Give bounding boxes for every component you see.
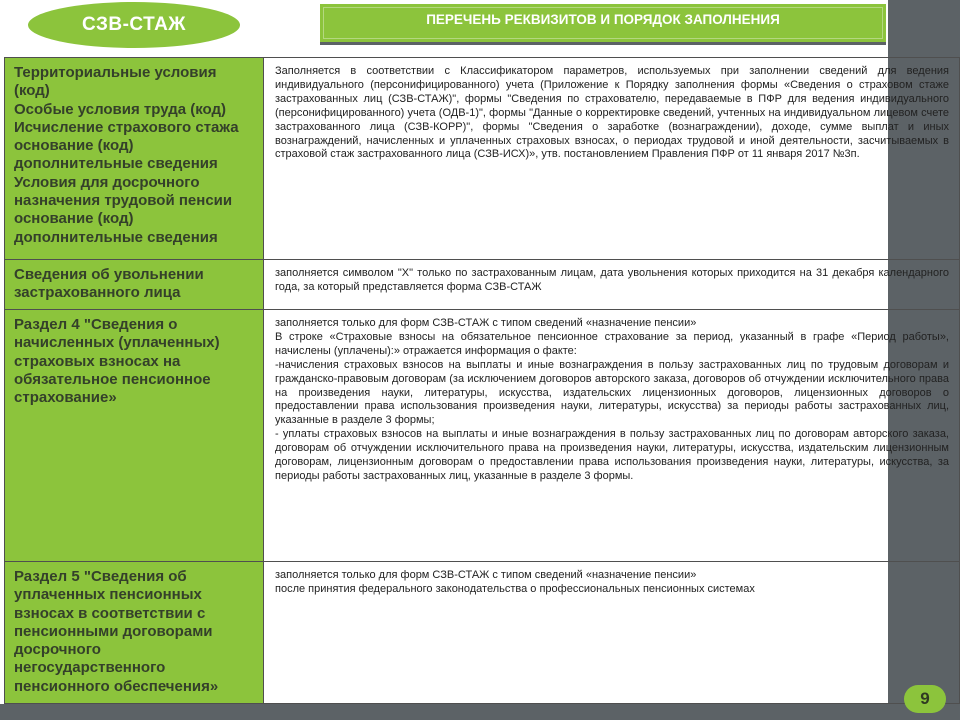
row-text: Заполняется в соответствии с Классификатором параметров, используемых при заполнении сведений для ведения индивидуального (персонифицированного) учета (Приложение к Порядку заполнения формы «Сведения о страховом стаже застрахованных лиц (СЗВ-СТАЖ)", формы "Сведения по страхователю, передаваемые в ПФР для ведения индивидуального (персонифицированного) учета (ОДВ-1)", формы "Данные о корректировке сведений, учтенных на индивидуальном лицевом счете застрахованного лица (СЗВ-КОРР)", формы "Сведения о заработке (вознаграждении), доходе, сумме выплат и иных вознаграждений, начисленных и уплаченных страховых взносах, о периодах трудовой и иной деятельности, засчитываемых в страховой стаж застрахованного лица (СЗВ-ИСХ)», утв. постановлением Правления ПФР от 11 января 2017 №3п.	[275, 65, 949, 161]
table-row	[5, 58, 960, 260]
row-text: заполняется символом "Х" только по застрахованным лицам, дата увольнения которых приходится на 31 декабря календарного года, за который представляется форма СЗВ-СТАЖ	[275, 267, 949, 293]
table-row	[5, 260, 960, 310]
row-label: Территориальные условия (код) Особые условия труда (код) Исчисление страхового стажа основание (код) дополнительные сведения Условия для досрочного назначения трудовой пенсии основание (код) дополнительные сведения	[14, 64, 239, 246]
bottom-frame-bar	[0, 704, 960, 720]
table-row	[5, 562, 960, 704]
row-text: заполняется только для форм СЗВ-СТАЖ с типом сведений «назначение пенсии» В строке «Страховые взносы на обязательное пенсионное страхование за период, указанный в графе «Период работы», начислены (уплачены):» отражается информация о факте: -начисления страховых взносов на выплаты и иные вознаграждения в пользу застрахованных лиц по трудовым договорам и гражданско-правовым договорам (за исключением договоров авторского заказа, договоров об отчуждении исключительного права на произведения науки, литературы, искусства, издательских лицензионных договоров, лицензионных договоров о предоставлении права использования произведения науки, литературы, искусства) за периоды работы застрахованных лиц, указанные в разделе 3 формы; - уплаты страховых взносов на выплаты и иные вознаграждения в пользу застрахованных лиц по договорам авторского заказа, договорам об отчуждении исключительного права на произведения науки, литературы, искусства, издательским лицензионным договорам, лицензионным договорам о предоставлении права использования произведения науки, литературы, искусства, за периоды работы застрахованных лиц, указанные в разделе 3 формы.	[275, 317, 949, 482]
requisites-table	[4, 57, 960, 704]
title-box-inner-border	[323, 7, 883, 39]
row-label: Сведения об увольнении застрахованного лица	[14, 266, 204, 302]
row-text-cell	[264, 58, 960, 260]
form-badge-label: СЗВ-СТАЖ	[82, 14, 186, 35]
slide-title: ПЕРЕЧЕНЬ РЕКВИЗИТОВ И ПОРЯДОК ЗАПОЛНЕНИЯ	[426, 12, 780, 27]
row-text-cell	[264, 310, 960, 562]
row-label: Раздел 4 "Сведения о начисленных (уплаченных) страховых взносах на обязательное пенсионное страхование»	[14, 316, 220, 407]
table-row	[5, 310, 960, 562]
row-text: заполняется только для форм СЗВ-СТАЖ с типом сведений «назначение пенсии» после принятия федерального законодательства о профессиональных пенсионных системах	[275, 569, 755, 595]
row-text-cell	[264, 260, 960, 310]
slide-title-box	[320, 4, 886, 45]
row-label-cell	[5, 260, 264, 310]
page-number-badge	[904, 685, 946, 713]
row-text-cell	[264, 562, 960, 704]
row-label-cell	[5, 58, 264, 260]
row-label-cell	[5, 310, 264, 562]
row-label-cell	[5, 562, 264, 704]
form-badge	[28, 2, 240, 48]
page-number: 9	[920, 689, 930, 708]
row-label: Раздел 5 "Сведения об уплаченных пенсионных взносах в соответствии с пенсионными договорами досрочного негосударственного пенсионного обеспечения»	[14, 568, 219, 695]
